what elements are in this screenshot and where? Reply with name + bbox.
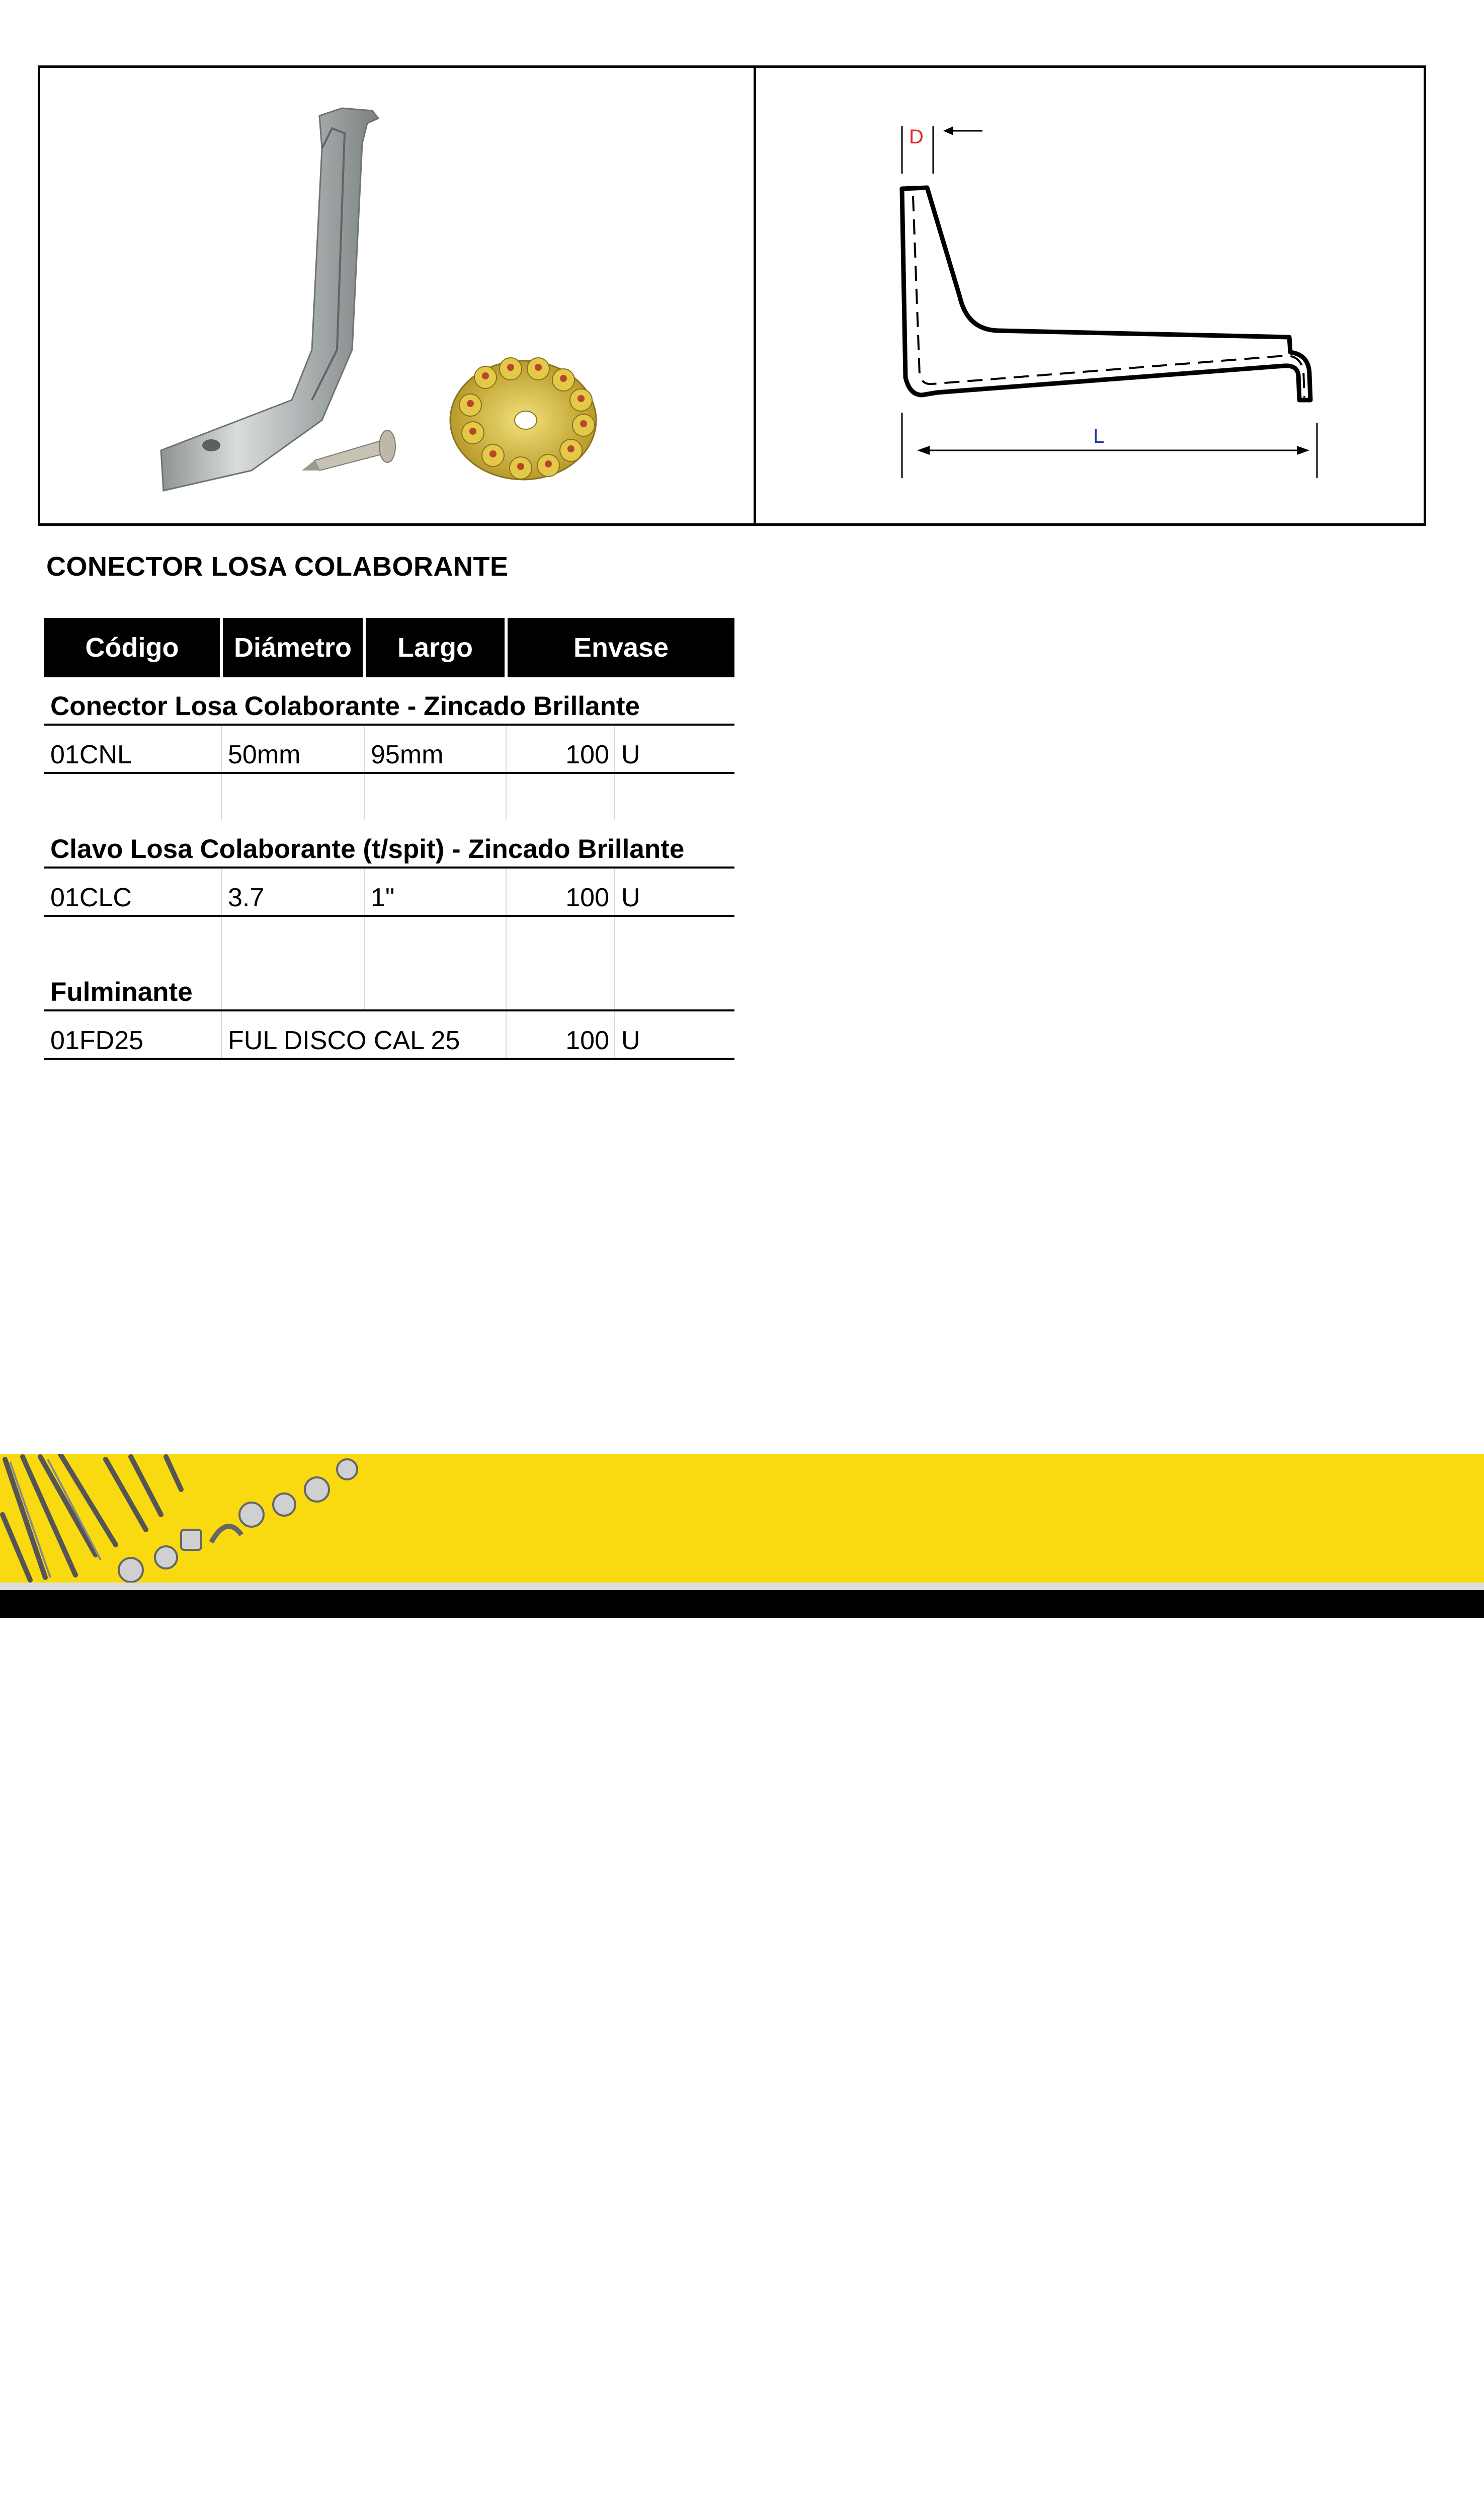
blank-row xyxy=(44,916,734,963)
cell-diameter: 50mm xyxy=(221,725,364,773)
connector-photo xyxy=(161,108,378,491)
cell-unit: U xyxy=(615,868,734,916)
dimension-d-label: D xyxy=(909,126,924,148)
section-title: Clavo Losa Colaborante (t/spit) - Zincado Brillante xyxy=(44,820,734,868)
footer-bar xyxy=(0,1590,1484,1618)
cell-diameter: 3.7 xyxy=(221,868,364,916)
product-figure xyxy=(38,65,1426,526)
cell-code: 01FD25 xyxy=(44,1010,221,1059)
header-diametro: Diámetro xyxy=(221,618,364,677)
footer-band xyxy=(0,1454,1484,1583)
product-photo xyxy=(40,68,754,523)
spec-table xyxy=(44,618,734,1060)
section-row xyxy=(44,677,734,725)
cell-qty: 100 xyxy=(506,868,615,916)
cell-description: FUL DISCO CAL 25 xyxy=(221,1010,506,1059)
header-largo: Largo xyxy=(364,618,506,677)
header-codigo: Código xyxy=(44,618,221,677)
powder-disc-photo xyxy=(450,358,596,480)
footer-divider xyxy=(0,1583,1484,1590)
cell-unit: U xyxy=(615,1010,734,1059)
technical-drawing xyxy=(756,68,1424,523)
cell-code: 01CLC xyxy=(44,868,221,916)
section-title: Conector Losa Colaborante - Zincado Brillante xyxy=(44,677,734,725)
table-row xyxy=(44,868,734,916)
table-header-row xyxy=(44,618,734,677)
cell-length: 95mm xyxy=(364,725,506,773)
section-row xyxy=(44,963,734,1010)
cell-length: 1" xyxy=(364,868,506,916)
cell-unit: U xyxy=(615,725,734,773)
section-row xyxy=(44,820,734,868)
table-row xyxy=(44,1010,734,1059)
cell-qty: 100 xyxy=(506,1010,615,1059)
cell-code: 01CNL xyxy=(44,725,221,773)
header-envase: Envase xyxy=(506,618,734,677)
table-row xyxy=(44,725,734,773)
blank-row xyxy=(44,773,734,820)
dimension-l-label: L xyxy=(1093,425,1105,447)
section-title: Fulminante xyxy=(44,963,221,1010)
fasteners-decoration xyxy=(0,1454,382,1583)
product-title: CONECTOR LOSA COLABORANTE xyxy=(46,552,509,582)
connector-outline xyxy=(902,188,1310,400)
cell-qty: 100 xyxy=(506,725,615,773)
nail-photo xyxy=(302,430,395,470)
